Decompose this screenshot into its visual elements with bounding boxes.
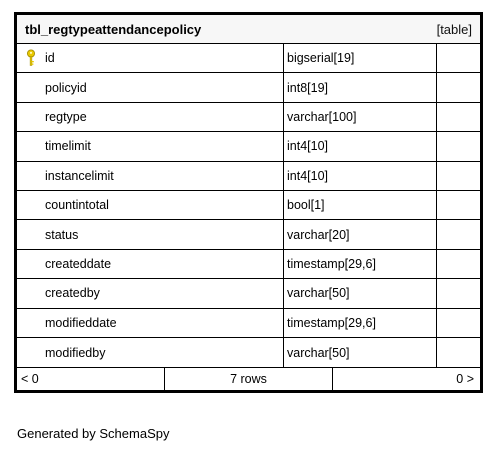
column-type: bigserial[19] (284, 44, 437, 72)
table-node[interactable] (14, 12, 483, 393)
column-row[interactable] (17, 220, 480, 249)
column-name: createddate (17, 250, 284, 278)
parents-count[interactable]: < 0 (17, 368, 165, 390)
column-name: instancelimit (17, 162, 284, 190)
table-footer (17, 367, 480, 390)
table-header (17, 15, 480, 44)
column-name: createdby (17, 279, 284, 307)
column-type: timestamp[29,6] (284, 250, 437, 278)
column-row[interactable] (17, 191, 480, 220)
column-type: varchar[20] (284, 220, 437, 248)
column-row[interactable] (17, 279, 480, 308)
table-name[interactable]: tbl_regtypeattendancepolicy (25, 21, 202, 37)
column-type: int4[10] (284, 162, 437, 190)
row-count: 7 rows (165, 368, 333, 390)
column-row[interactable] (17, 73, 480, 102)
column-name: modifiedby (17, 338, 284, 367)
table-type-label: [table] (436, 21, 472, 37)
column-type: varchar[100] (284, 103, 437, 131)
generated-by-note: Generated by SchemaSpy (17, 426, 170, 441)
column-row[interactable] (17, 250, 480, 279)
column-type: varchar[50] (284, 279, 437, 307)
column-name: regtype (17, 103, 284, 131)
column-type: timestamp[29,6] (284, 309, 437, 337)
column-row[interactable] (17, 162, 480, 191)
column-name: policyid (17, 73, 284, 101)
column-type: int4[10] (284, 132, 437, 160)
column-type: int8[19] (284, 73, 437, 101)
column-row[interactable] (17, 44, 480, 73)
column-name: modifieddate (17, 309, 284, 337)
column-type: bool[1] (284, 191, 437, 219)
column-row[interactable] (17, 132, 480, 161)
column-name: id (17, 44, 284, 72)
column-list (17, 44, 480, 367)
column-row[interactable] (17, 338, 480, 367)
column-name: countintotal (17, 191, 284, 219)
children-count[interactable]: 0 > (456, 372, 474, 386)
column-name: timelimit (17, 132, 284, 160)
column-row[interactable] (17, 309, 480, 338)
column-type: varchar[50] (284, 338, 437, 367)
column-row[interactable] (17, 103, 480, 132)
column-name: status (17, 220, 284, 248)
